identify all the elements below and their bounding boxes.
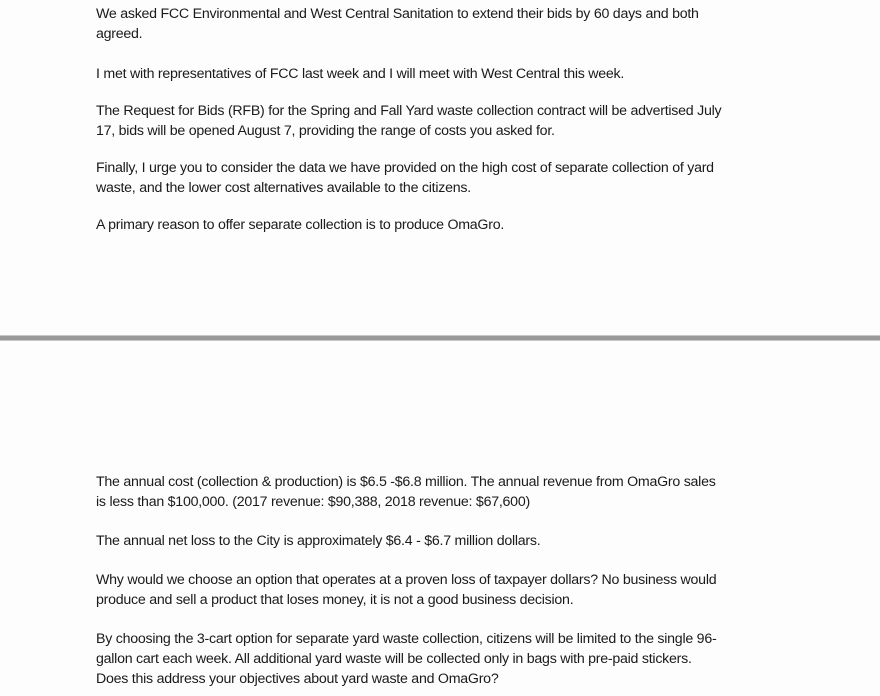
text-line: waste, and the lower cost alternatives available to the citizens. [96, 180, 471, 196]
text-line: Finally, I urge you to consider the data we have provided on the high cost of separate collection of yard [96, 160, 714, 176]
text-line: Why would we choose an option that operates at a proven loss of taxpayer dollars? No business would [96, 572, 717, 588]
text-line: The annual net loss to the City is approximately $6.4 - $6.7 million dollars. [96, 533, 541, 549]
text-line: 17, bids will be opened August 7, providing the range of costs you asked for. [96, 123, 555, 139]
text-line: Does this address your objectives about yard waste and OmaGro? [96, 671, 499, 687]
text-line: is less than $100,000. (2017 revenue: $90,388, 2018 revenue: $67,600) [96, 494, 530, 510]
document-page-bottom [0, 341, 880, 696]
paragraph-net-loss [96, 531, 540, 551]
paragraph-meetings [96, 64, 624, 84]
paragraph-three-cart-option [96, 629, 716, 689]
document-page-top [0, 0, 880, 335]
paragraph-omagro-reason [96, 215, 504, 235]
text-line: produce and sell a product that loses money, it is not a good business decision. [96, 592, 574, 608]
text-line: By choosing the 3-cart option for separate yard waste collection, citizens will be limited to the single 96- [96, 631, 717, 647]
text-line: We asked FCC Environmental and West Central Sanitation to extend their bids by 60 days and both [96, 6, 699, 22]
text-line: The Request for Bids (RFB) for the Spring and Fall Yard waste collection contract will be advertised July [96, 103, 722, 119]
paragraph-request-for-bids [96, 101, 721, 141]
text-line: I met with representatives of FCC last week and I will meet with West Central this week. [96, 66, 625, 82]
paragraph-business-question [96, 570, 716, 610]
text-line: gallon cart each week. All additional yard waste will be collected only in bags with pre-paid stickers. [96, 651, 692, 667]
text-line: agreed. [96, 26, 143, 42]
paragraph-bid-extension [96, 4, 699, 44]
paragraph-cost-alternatives [96, 158, 714, 198]
text-line: A primary reason to offer separate collection is to produce OmaGro. [96, 217, 505, 233]
paragraph-annual-cost [96, 472, 716, 512]
text-line: The annual cost (collection & production) is $6.5 -$6.8 million. The annual revenue from OmaGro sales [96, 474, 716, 490]
